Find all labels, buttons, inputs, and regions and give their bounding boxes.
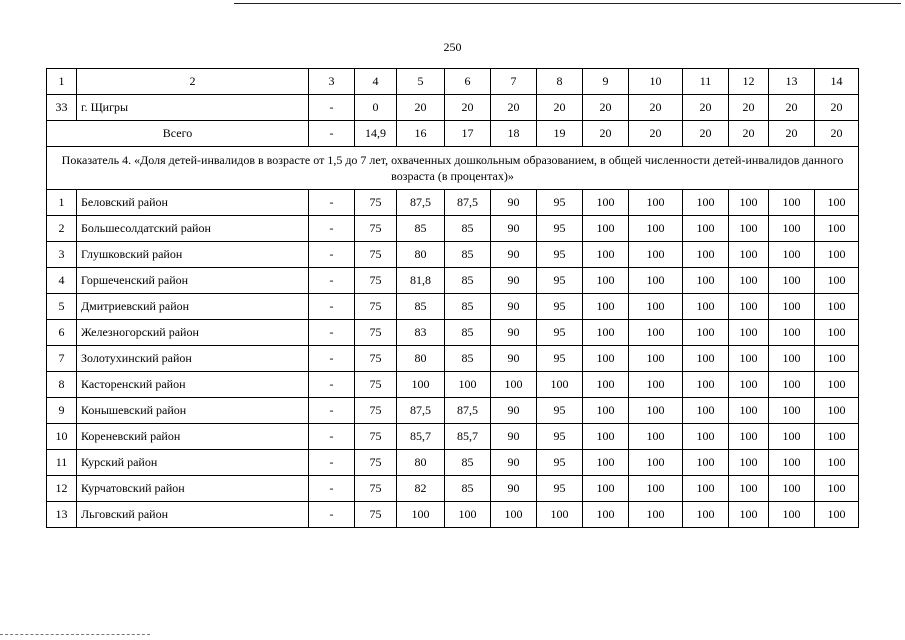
value-cell: 100 (729, 268, 769, 294)
value-cell: 90 (491, 216, 537, 242)
row-number: 11 (47, 450, 77, 476)
value-cell: 20 (729, 121, 769, 147)
district-name: Горшеченский район (77, 268, 309, 294)
district-name: Беловский район (77, 190, 309, 216)
value-cell: 90 (491, 268, 537, 294)
value-cell: 100 (583, 424, 629, 450)
value-cell: 100 (491, 372, 537, 398)
value-cell: 100 (769, 190, 815, 216)
value-cell: 75 (355, 320, 397, 346)
value-cell: 85 (445, 268, 491, 294)
total-label: Всего (47, 121, 309, 147)
value-cell: 20 (491, 95, 537, 121)
value-cell: 18 (491, 121, 537, 147)
value-cell: 85 (445, 476, 491, 502)
value-cell: 85,7 (397, 424, 445, 450)
table-row (47, 476, 859, 502)
value-cell: - (309, 216, 355, 242)
value-cell: 85 (445, 346, 491, 372)
value-cell: 100 (629, 294, 683, 320)
value-cell: 100 (683, 372, 729, 398)
value-cell: 100 (769, 294, 815, 320)
value-cell: 95 (537, 424, 583, 450)
value-cell: - (309, 95, 355, 121)
value-cell: 100 (815, 216, 859, 242)
value-cell: 90 (491, 294, 537, 320)
value-cell: 100 (583, 398, 629, 424)
value-cell: 75 (355, 398, 397, 424)
value-cell: 85,7 (445, 424, 491, 450)
value-cell: 100 (683, 216, 729, 242)
value-cell: 90 (491, 398, 537, 424)
value-cell: 20 (583, 121, 629, 147)
value-cell: 95 (537, 398, 583, 424)
row-number: 1 (47, 190, 77, 216)
value-cell: 100 (683, 190, 729, 216)
value-cell: 100 (729, 320, 769, 346)
value-cell: 90 (491, 424, 537, 450)
value-cell: 14,9 (355, 121, 397, 147)
row-number: 8 (47, 372, 77, 398)
value-cell: 100 (629, 372, 683, 398)
value-cell: 100 (769, 398, 815, 424)
value-cell: 100 (583, 242, 629, 268)
value-cell: 95 (537, 476, 583, 502)
row-number: 33 (47, 95, 77, 121)
value-cell: 20 (815, 95, 859, 121)
value-cell: 100 (815, 190, 859, 216)
column-number: 13 (769, 69, 815, 95)
value-cell: 100 (629, 502, 683, 528)
value-cell: 100 (769, 320, 815, 346)
value-cell: 100 (729, 424, 769, 450)
value-cell: 17 (445, 121, 491, 147)
value-cell: 95 (537, 216, 583, 242)
value-cell: 80 (397, 450, 445, 476)
value-cell: 90 (491, 346, 537, 372)
value-cell: 100 (583, 268, 629, 294)
value-cell: 85 (445, 320, 491, 346)
value-cell: - (309, 346, 355, 372)
column-number: 10 (629, 69, 683, 95)
value-cell: 100 (729, 502, 769, 528)
column-number: 4 (355, 69, 397, 95)
value-cell: - (309, 294, 355, 320)
value-cell: 100 (729, 190, 769, 216)
value-cell: 80 (397, 242, 445, 268)
value-cell: 87,5 (445, 190, 491, 216)
row-number: 13 (47, 502, 77, 528)
value-cell: 100 (683, 398, 729, 424)
value-cell: 19 (537, 121, 583, 147)
value-cell: 100 (629, 242, 683, 268)
table-row (47, 424, 859, 450)
value-cell: 100 (815, 242, 859, 268)
column-number: 8 (537, 69, 583, 95)
value-cell: 100 (629, 190, 683, 216)
value-cell: 100 (815, 268, 859, 294)
value-cell: 20 (583, 95, 629, 121)
value-cell: - (309, 320, 355, 346)
column-number: 2 (77, 69, 309, 95)
row-number: 3 (47, 242, 77, 268)
value-cell: 95 (537, 320, 583, 346)
value-cell: 20 (729, 95, 769, 121)
indicator-table (46, 68, 859, 528)
table-body (47, 69, 859, 528)
value-cell: 100 (769, 424, 815, 450)
value-cell: 100 (629, 346, 683, 372)
value-cell: 90 (491, 476, 537, 502)
value-cell: 100 (583, 502, 629, 528)
value-cell: 100 (815, 398, 859, 424)
value-cell: 90 (491, 190, 537, 216)
value-cell: 100 (683, 346, 729, 372)
value-cell: 20 (629, 95, 683, 121)
column-number: 7 (491, 69, 537, 95)
table-row (47, 320, 859, 346)
value-cell: - (309, 242, 355, 268)
table-row (47, 268, 859, 294)
value-cell: 95 (537, 268, 583, 294)
district-name: г. Щигры (77, 95, 309, 121)
footer-rule (0, 634, 150, 635)
column-number: 11 (683, 69, 729, 95)
table-row (47, 242, 859, 268)
value-cell: 100 (729, 294, 769, 320)
district-name: Курчатовский район (77, 476, 309, 502)
district-name: Глушковский район (77, 242, 309, 268)
value-cell: 100 (683, 268, 729, 294)
table-row-total (47, 121, 859, 147)
value-cell: 20 (445, 95, 491, 121)
value-cell: 100 (629, 268, 683, 294)
value-cell: 100 (683, 502, 729, 528)
column-number: 14 (815, 69, 859, 95)
value-cell: 100 (683, 294, 729, 320)
value-cell: 100 (683, 450, 729, 476)
value-cell: 100 (397, 372, 445, 398)
value-cell: 100 (729, 398, 769, 424)
value-cell: 100 (729, 372, 769, 398)
column-number: 12 (729, 69, 769, 95)
value-cell: 100 (769, 242, 815, 268)
value-cell: 100 (583, 190, 629, 216)
value-cell: 100 (729, 346, 769, 372)
value-cell: 100 (683, 242, 729, 268)
value-cell: 100 (769, 346, 815, 372)
value-cell: 85 (397, 216, 445, 242)
value-cell: 100 (769, 476, 815, 502)
value-cell: - (309, 398, 355, 424)
row-number: 5 (47, 294, 77, 320)
value-cell: 100 (583, 320, 629, 346)
value-cell: 20 (683, 95, 729, 121)
value-cell: 100 (583, 216, 629, 242)
district-name: Конышевский район (77, 398, 309, 424)
value-cell: 87,5 (397, 398, 445, 424)
value-cell: 20 (769, 95, 815, 121)
district-name: Кореневский район (77, 424, 309, 450)
value-cell: 100 (815, 424, 859, 450)
value-cell: 85 (445, 294, 491, 320)
district-name: Железногорский район (77, 320, 309, 346)
value-cell: 85 (445, 216, 491, 242)
value-cell: 100 (729, 450, 769, 476)
table-row (47, 502, 859, 528)
value-cell: 20 (769, 121, 815, 147)
column-number: 9 (583, 69, 629, 95)
row-number: 10 (47, 424, 77, 450)
value-cell: 100 (683, 424, 729, 450)
value-cell: 100 (583, 346, 629, 372)
value-cell: 100 (769, 502, 815, 528)
value-cell: 83 (397, 320, 445, 346)
value-cell: 100 (629, 476, 683, 502)
value-cell: 100 (815, 320, 859, 346)
column-number: 5 (397, 69, 445, 95)
value-cell: - (309, 476, 355, 502)
value-cell: 20 (629, 121, 683, 147)
value-cell: 100 (815, 450, 859, 476)
value-cell: - (309, 121, 355, 147)
value-cell: 82 (397, 476, 445, 502)
value-cell: 100 (769, 268, 815, 294)
value-cell: 100 (815, 346, 859, 372)
value-cell: 95 (537, 450, 583, 476)
value-cell: 20 (815, 121, 859, 147)
value-cell: 100 (397, 502, 445, 528)
value-cell: 100 (683, 320, 729, 346)
table-row-shchigry (47, 95, 859, 121)
table-row (47, 346, 859, 372)
value-cell: 75 (355, 372, 397, 398)
district-name: Дмитриевский район (77, 294, 309, 320)
value-cell: 75 (355, 476, 397, 502)
value-cell: 75 (355, 294, 397, 320)
value-cell: 80 (397, 346, 445, 372)
table-row (47, 398, 859, 424)
value-cell: 95 (537, 346, 583, 372)
value-cell: 90 (491, 242, 537, 268)
value-cell: 100 (729, 242, 769, 268)
column-number-row (47, 69, 859, 95)
value-cell: 100 (815, 372, 859, 398)
value-cell: 75 (355, 216, 397, 242)
header-rule (234, 3, 901, 4)
value-cell: 87,5 (445, 398, 491, 424)
value-cell: 87,5 (397, 190, 445, 216)
indicator-title-row (47, 147, 859, 190)
value-cell: 95 (537, 294, 583, 320)
value-cell: 100 (445, 372, 491, 398)
value-cell: 100 (629, 398, 683, 424)
value-cell: 75 (355, 242, 397, 268)
district-name: Льговский район (77, 502, 309, 528)
column-number: 6 (445, 69, 491, 95)
row-number: 6 (47, 320, 77, 346)
row-number: 12 (47, 476, 77, 502)
value-cell: - (309, 450, 355, 476)
value-cell: 100 (537, 502, 583, 528)
indicator-title: Показатель 4. «Доля детей-инвалидов в возрасте от 1,5 до 7 лет, охваченных дошкольным образованием, в общей численности детей-инвалидов данного возраста (в процентах)» (47, 147, 859, 190)
value-cell: 100 (729, 216, 769, 242)
value-cell: 100 (769, 216, 815, 242)
value-cell: - (309, 372, 355, 398)
value-cell: 100 (629, 424, 683, 450)
value-cell: 100 (815, 294, 859, 320)
value-cell: 75 (355, 190, 397, 216)
value-cell: 75 (355, 268, 397, 294)
district-name: Большесолдатский район (77, 216, 309, 242)
table-row (47, 190, 859, 216)
value-cell: 100 (491, 502, 537, 528)
value-cell: 95 (537, 190, 583, 216)
value-cell: 100 (583, 476, 629, 502)
value-cell: 100 (629, 320, 683, 346)
value-cell: - (309, 268, 355, 294)
value-cell: 100 (629, 450, 683, 476)
table-row (47, 216, 859, 242)
value-cell: 81,8 (397, 268, 445, 294)
row-number: 7 (47, 346, 77, 372)
district-name: Золотухинский район (77, 346, 309, 372)
value-cell: 100 (815, 476, 859, 502)
value-cell: 0 (355, 95, 397, 121)
row-number: 4 (47, 268, 77, 294)
value-cell: 16 (397, 121, 445, 147)
table-row (47, 294, 859, 320)
value-cell: 100 (537, 372, 583, 398)
value-cell: - (309, 502, 355, 528)
district-name: Курский район (77, 450, 309, 476)
value-cell: 100 (815, 502, 859, 528)
value-cell: 20 (537, 95, 583, 121)
value-cell: 90 (491, 320, 537, 346)
value-cell: 100 (683, 476, 729, 502)
value-cell: 85 (445, 242, 491, 268)
page-number: 250 (443, 40, 462, 54)
value-cell: 85 (445, 450, 491, 476)
value-cell: 100 (769, 372, 815, 398)
value-cell: - (309, 424, 355, 450)
row-number: 9 (47, 398, 77, 424)
value-cell: 95 (537, 242, 583, 268)
value-cell: 75 (355, 450, 397, 476)
district-name: Касторенский район (77, 372, 309, 398)
value-cell: 100 (583, 372, 629, 398)
value-cell: 100 (629, 216, 683, 242)
table-row (47, 450, 859, 476)
value-cell: 100 (583, 450, 629, 476)
column-number: 3 (309, 69, 355, 95)
value-cell: 85 (397, 294, 445, 320)
value-cell: 75 (355, 502, 397, 528)
value-cell: 100 (583, 294, 629, 320)
value-cell: 100 (769, 450, 815, 476)
value-cell: 100 (445, 502, 491, 528)
table-row (47, 372, 859, 398)
value-cell: 90 (491, 450, 537, 476)
value-cell: 75 (355, 346, 397, 372)
row-number: 2 (47, 216, 77, 242)
value-cell: 20 (683, 121, 729, 147)
value-cell: 75 (355, 424, 397, 450)
column-number: 1 (47, 69, 77, 95)
value-cell: 100 (729, 476, 769, 502)
value-cell: 20 (397, 95, 445, 121)
value-cell: - (309, 190, 355, 216)
